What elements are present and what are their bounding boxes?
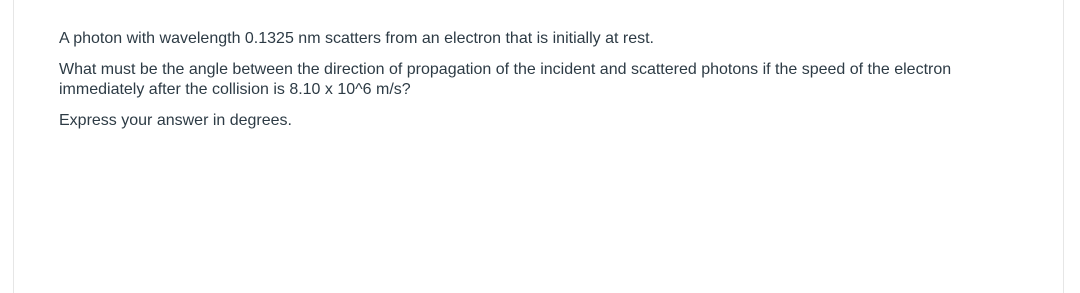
problem-statement: A photon with wavelength 0.1325 nm scatters from an electron that is initially at rest. [59, 30, 654, 47]
answer-instruction: Express your answer in degrees. [59, 112, 292, 129]
problem-question: What must be the angle between the direction of propagation of the incident and scattered photons if the speed of the electron immediately after the collision is 8.10 x 10^6 m/s? [59, 61, 952, 98]
question-text [59, 29, 1019, 142]
